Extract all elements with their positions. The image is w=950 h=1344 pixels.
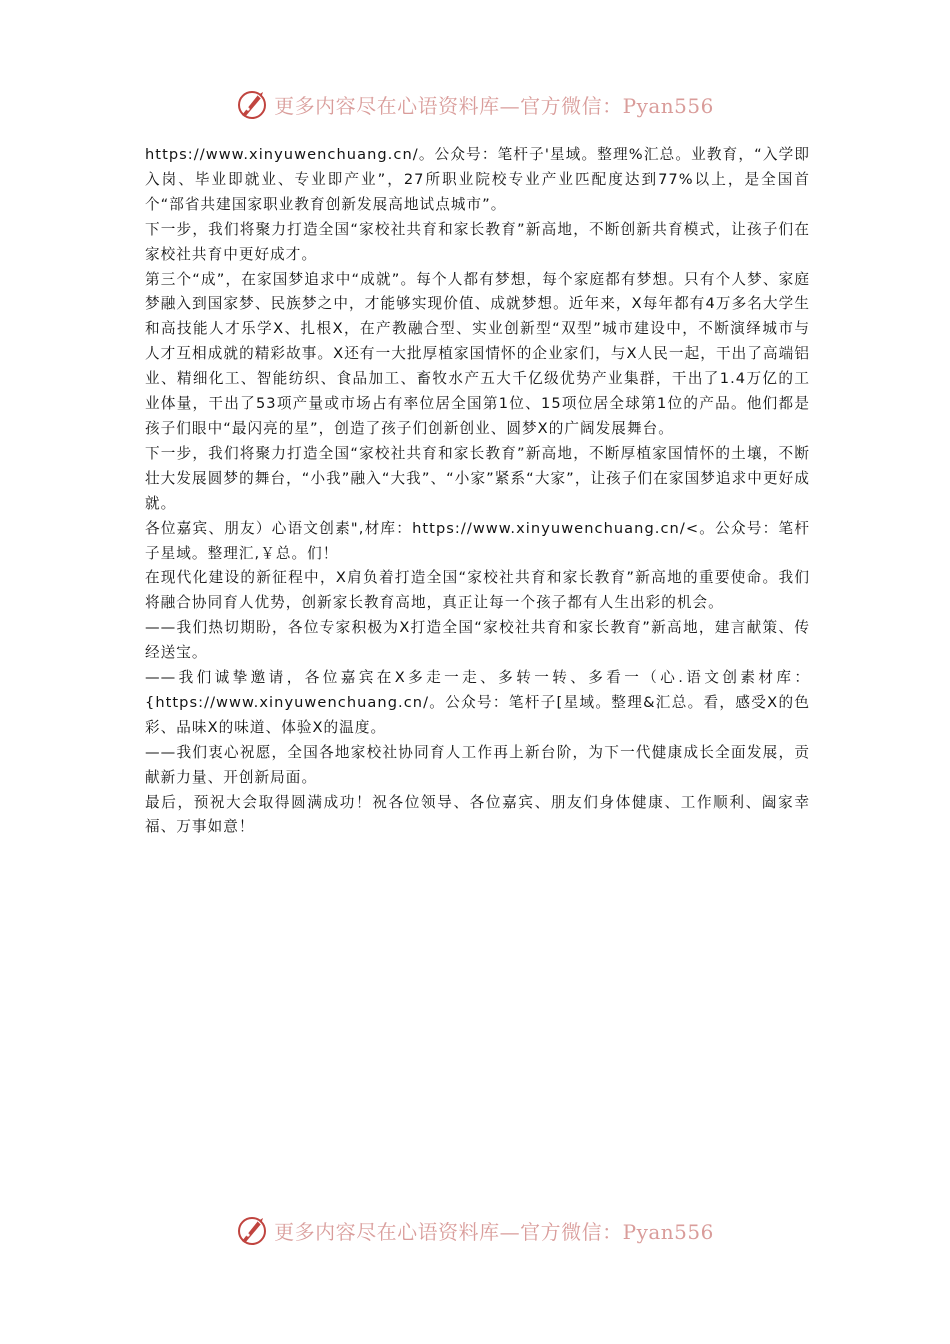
paragraph: ——我们诚挚邀请，各位嘉宾在X多走一走、多转一转、多看一（心.语文创素材库：{https://www.xinyuwenchuang.cn/。公众号：笔杆子[星域。整理&汇总。看，感受X的色彩、品味X的味道、体验X的温度。: [145, 669, 810, 736]
document-body: [145, 143, 810, 840]
paragraph: 下一步，我们将聚力打造全国“家校社共育和家长教育”新高地，不断创新共育模式，让孩子们在家校社共育中更好成才。: [145, 220, 810, 263]
pen-nib-logo-icon: [236, 87, 270, 121]
paragraph: 第三个“成”，在家国梦追求中“成就”。每个人都有梦想，每个家庭都有梦想。只有个人梦、家庭梦融入到国家梦、民族梦之中，才能够实现价值、成就梦想。近年来，X每年都有4万多名大学生和高技能人才乐学X、扎根X，在产教融合型、实业创新型“双型”城市建设中，不断演绎城市与人才互相成就的精彩故事。X还有一大批厚植家国情怀的企业家们，与X人民一起，干出了高端铝业、精细化工、智能纺织、食品加工、畜牧水产五大千亿级优势产业集群，干出了1.4万亿的工业体量，干出了53项产量或市场占有率位居全国第1位、15项位居全球第1位的产品。他们都是孩子们眼中“最闪亮的星”，创造了孩子们创新创业、圆梦X的广阔发展舞台。: [145, 270, 810, 437]
paragraph: https://www.xinyuwenchuang.cn/。公众号：笔杆子'星域。整理%汇总。业教育，“入学即入岗、毕业即就业、专业即产业”，27所职业院校专业产业匹配度达到77%以上，是全国首个“部省共建国家职业教育创新发展高地试点城市”。: [145, 146, 810, 213]
paragraph: 各位嘉宾、朋友）心语文创素",材库：https://www.xinyuwenchuang.cn/<。公众号：笔杆子星域。整理汇,￥总。们！: [145, 519, 810, 562]
paragraph: 在现代化建设的新征程中，X肩负着打造全国“家校社共育和家长教育”新高地的重要使命。我们将融合协同育人优势，创新家长教育高地，真正让每一个孩子都有人生出彩的机会。: [145, 569, 810, 612]
paragraph: 最后，预祝大会取得圆满成功！祝各位领导、各位嘉宾、朋友们身体健康、工作顺利、阖家幸福、万事如意！: [145, 793, 810, 836]
header-banner-text: 更多内容尽在心语资料库—官方微信：Pyan556: [274, 93, 714, 118]
header-banner: [0, 84, 950, 124]
paragraph: ——我们衷心祝愿，全国各地家校社协同育人工作再上新台阶，为下一代健康成长全面发展，贡献新力量、开创新局面。: [145, 743, 810, 786]
paragraph: 下一步，我们将聚力打造全国“家校社共育和家长教育”新高地，不断厚植家国情怀的土壤，不断壮大发展圆梦的舞台，“小我”融入“大我”、“小家”紧系“大家”，让孩子们在家国梦追求中更好成就。: [145, 444, 810, 512]
footer-banner: [0, 1210, 950, 1250]
pen-nib-logo-icon: [236, 1213, 270, 1247]
footer-banner-text: 更多内容尽在心语资料库—官方微信：Pyan556: [274, 1219, 714, 1244]
paragraph: ——我们热切期盼，各位专家积极为X打造全国“家校社共育和家长教育”新高地，建言献策、传经送宝。: [145, 619, 810, 662]
